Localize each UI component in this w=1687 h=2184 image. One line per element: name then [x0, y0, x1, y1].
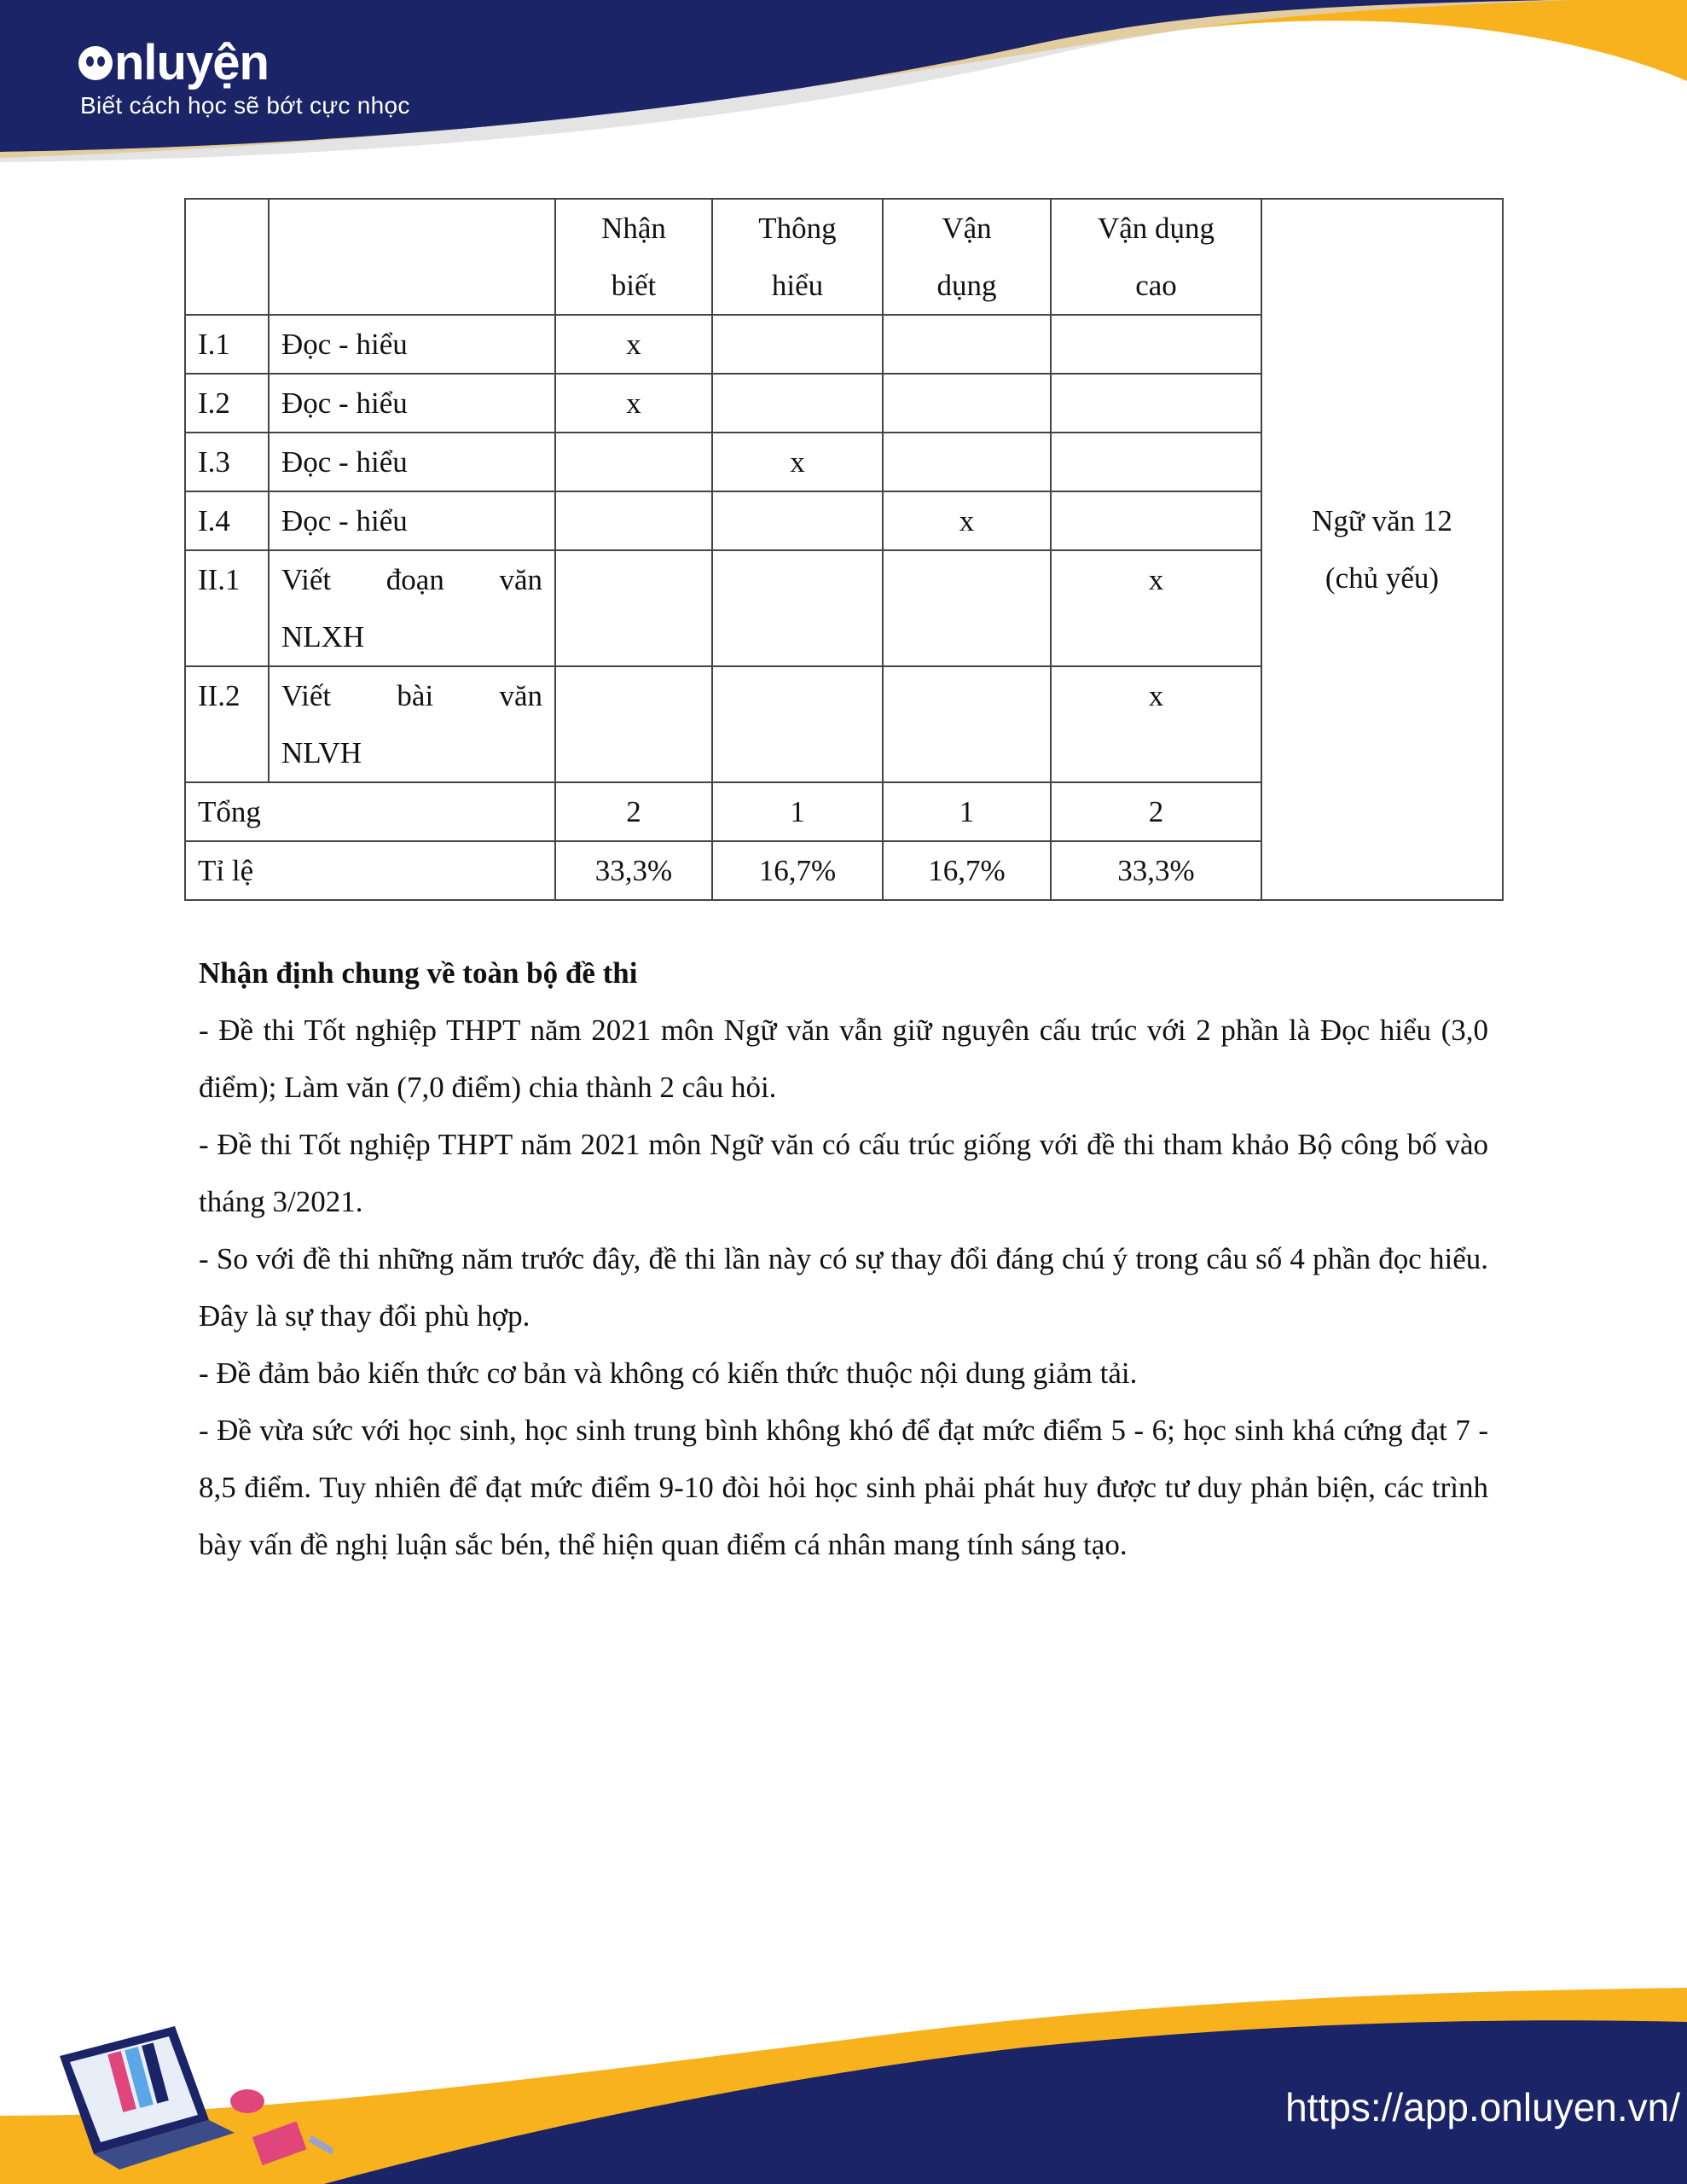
total-cell: 1 — [883, 782, 1051, 841]
row-skill: Đọc - hiểu — [269, 374, 555, 433]
mark-cell — [712, 374, 883, 433]
mark-cell — [1051, 374, 1261, 433]
row-id: I.4 — [185, 491, 269, 550]
row-id: I.2 — [185, 374, 269, 433]
mark-cell — [883, 433, 1051, 491]
row-id: II.2 — [185, 666, 269, 782]
mark-cell: x — [555, 374, 712, 433]
ratio-cell: 33,3% — [1051, 841, 1261, 900]
page-header — [0, 0, 1687, 166]
ratio-cell: 16,7% — [712, 841, 883, 900]
column-header: Vận dụng — [883, 199, 1051, 315]
row-id: II.1 — [185, 550, 269, 666]
mark-cell — [712, 491, 883, 550]
mark-cell: x — [1051, 666, 1261, 782]
ratio-cell: 33,3% — [555, 841, 712, 900]
mark-cell — [712, 666, 883, 782]
total-cell: 2 — [1051, 782, 1261, 841]
table-cell — [185, 199, 269, 315]
onluyen-logo[interactable] — [78, 34, 269, 91]
mark-cell — [883, 666, 1051, 782]
tagline: Biết cách học sẽ bớt cực nhọc — [80, 92, 410, 119]
mark-cell — [883, 315, 1051, 374]
paragraph: - Đề đảm bảo kiến thức cơ bản và không có kiến thức thuộc nội dung giảm tải. — [199, 1356, 1138, 1390]
paragraph: - Đề thi Tốt nghiệp THPT năm 2021 môn Ngữ văn có cấu trúc giống với đề thi tham khảo Bộ công bố vào tháng 3/2021. — [199, 1128, 1488, 1218]
mark-cell — [555, 666, 712, 782]
table-cell — [269, 199, 555, 315]
mark-cell — [883, 374, 1051, 433]
mark-cell: x — [712, 433, 883, 491]
ratio-cell: 16,7% — [883, 841, 1051, 900]
mark-cell — [1051, 315, 1261, 374]
mark-cell — [555, 433, 712, 491]
assessment-section — [199, 944, 1488, 1573]
ratio-label: Tỉ lệ — [185, 841, 555, 900]
mark-cell — [712, 315, 883, 374]
total-cell: 2 — [555, 782, 712, 841]
paragraph: - So với đề thi những năm trước đây, đề thi lần này có sự thay đổi đáng chú ý trong câu số 4 phần đọc hiểu. Đây là sự thay đổi phù hợp. — [199, 1242, 1488, 1333]
paragraph: - Đề thi Tốt nghiệp THPT năm 2021 môn Ngữ văn vẫn giữ nguyên cấu trúc với 2 phần là Đọc hiểu (3,0 điểm); Làm văn (7,0 điểm) chia thành 2 câu hỏi. — [199, 1014, 1488, 1104]
section-heading: Nhận định chung về toàn bộ đề thi — [199, 956, 638, 990]
column-header: Nhận biết — [555, 199, 712, 315]
mark-cell: x — [883, 491, 1051, 550]
column-header: Vận dụng cao — [1051, 199, 1261, 315]
mark-cell: x — [555, 315, 712, 374]
total-label: Tổng — [185, 782, 555, 841]
row-skill: Viết đoạn văn NLXH — [269, 550, 555, 666]
row-id: I.1 — [185, 315, 269, 374]
row-skill: Viết bài văn NLVH — [269, 666, 555, 782]
mark-cell: x — [1051, 550, 1261, 666]
side-note-cell: Ngữ văn 12 (chủ yếu) — [1261, 199, 1503, 900]
total-cell: 1 — [712, 782, 883, 841]
row-id: I.3 — [185, 433, 269, 491]
owl-logo-icon — [78, 46, 113, 80]
mark-cell — [883, 550, 1051, 666]
row-skill: Đọc - hiểu — [269, 315, 555, 374]
laptop-books-illustration — [51, 2018, 333, 2180]
logo-text: nluyện — [114, 35, 269, 90]
column-header: Thông hiểu — [712, 199, 883, 315]
mark-cell — [1051, 491, 1261, 550]
mark-cell — [555, 491, 712, 550]
row-skill: Đọc - hiểu — [269, 433, 555, 491]
table-header-row — [185, 199, 1503, 315]
mark-cell — [1051, 433, 1261, 491]
page-footer — [0, 1988, 1687, 2184]
row-skill: Đọc - hiểu — [269, 491, 555, 550]
paragraph: - Đề vừa sức với học sinh, học sinh trung bình không khó để đạt mức điểm 5 - 6; học sinh khá cứng đạt 7 - 8,5 điểm. Tuy nhiên để đạt mức điểm 9-10 đòi hỏi học sinh phải phát huy được tư duy phản biện, các trình bày vấn đề nghị luận sắc bén, thể hiện quan điểm cá nhân mang tính sáng tạo. — [199, 1414, 1488, 1561]
exam-matrix-table — [184, 198, 1504, 901]
footer-url-link[interactable]: https://app.onluyen.vn/ — [1285, 2085, 1680, 2129]
mark-cell — [555, 550, 712, 666]
mark-cell — [712, 550, 883, 666]
